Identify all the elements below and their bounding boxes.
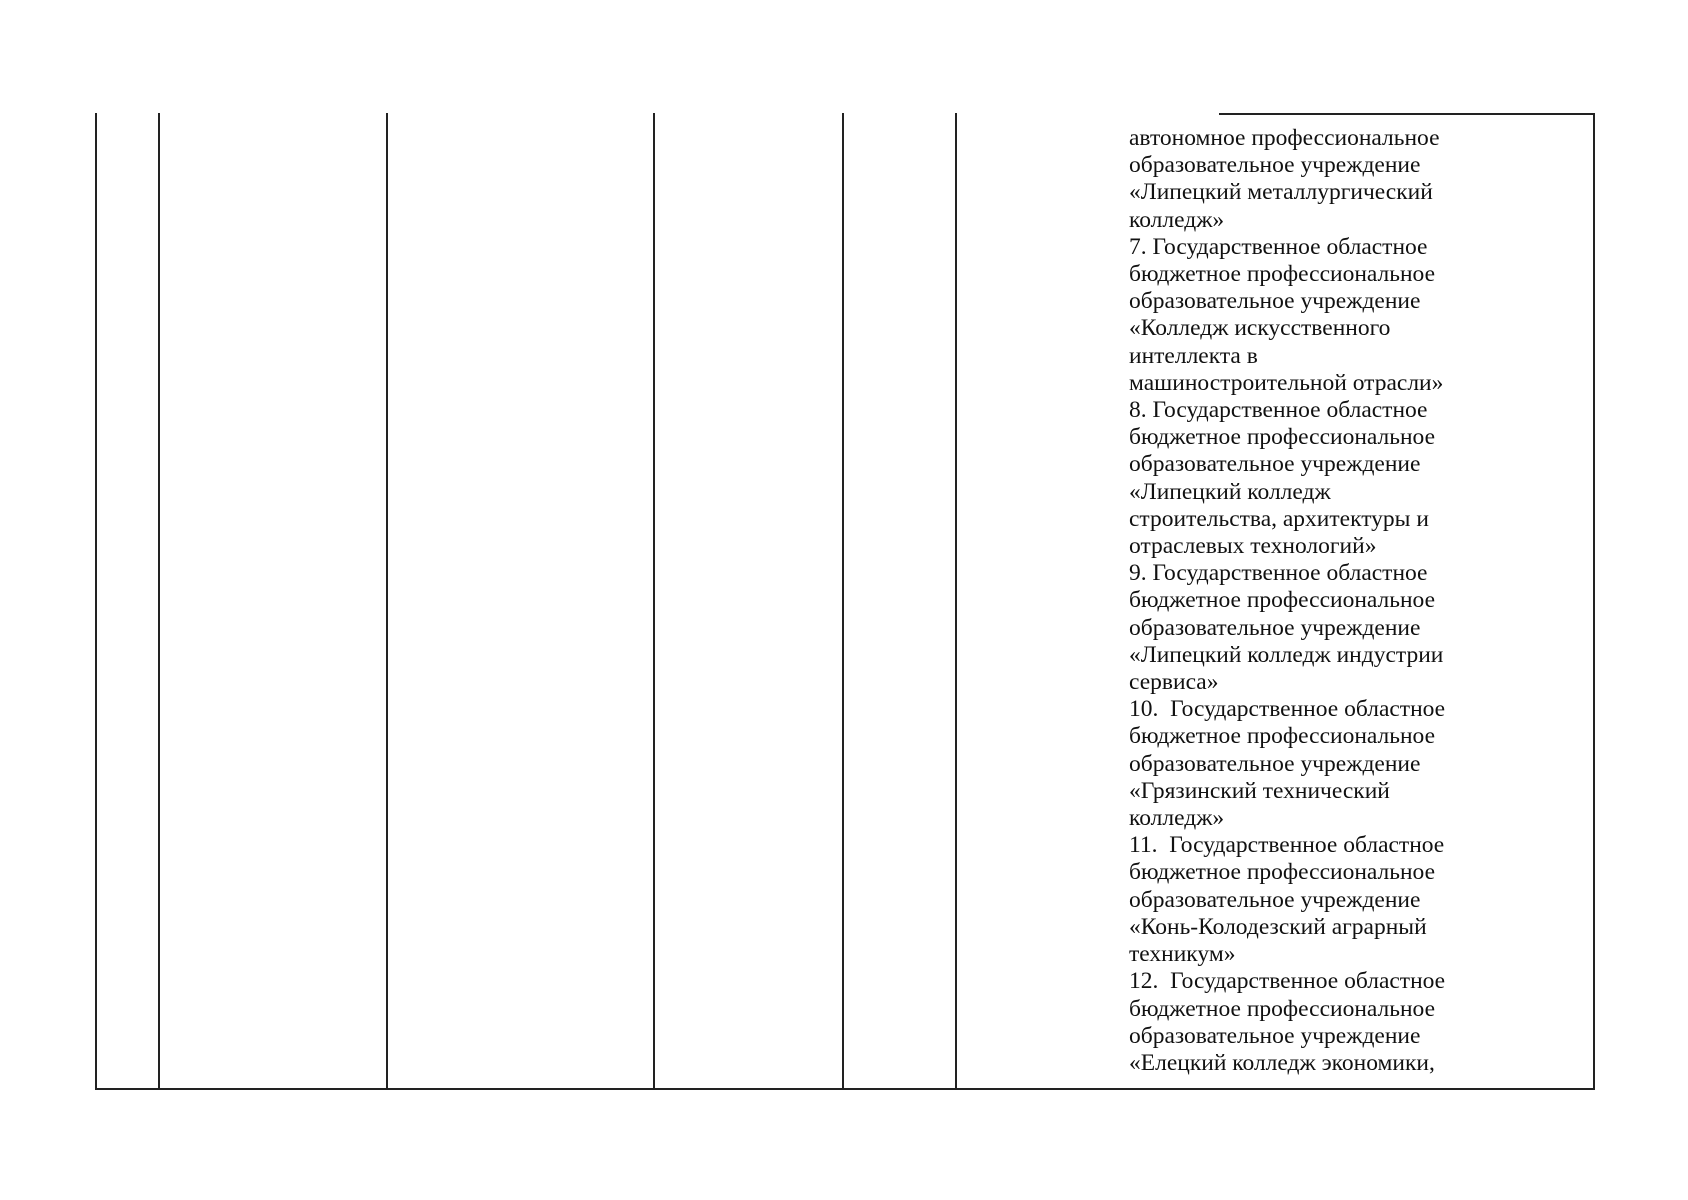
column-border-3 — [386, 113, 388, 1089]
column-border-6 — [955, 113, 957, 1089]
column-border-2 — [158, 113, 160, 1089]
last-column-text: автономное профессиональное образовательное учреждение «Липецкий металлургический колледж» 7. Государственное областное бюджетное профессиональное образовательное учреждение «Колледж искусственного интеллекта в машиностроительной отрасли» 8. Государственное областное бюджетное профессиональное образовательное учреждение «Липецкий колледж строительства, архитектуры и отраслевых технологий» 9. Государственное областное бюджетное профессиональное образовательное учреждение «Липецкий колледж индустрии сервиса» 10. Государственное областное бюджетное профессиональное образовательное учреждение «Грязинский технический колледж» 11. Государственное областное бюджетное профессиональное образовательное учреждение «Конь-Колодезский аграрный техникум» 12. Государственное областное бюджетное профессиональное образовательное учреждение «Елецкий колледж экономики, — [1129, 125, 1446, 1076]
column-border-4 — [653, 113, 655, 1089]
column-border-5 — [842, 113, 844, 1089]
column-border-1 — [95, 113, 97, 1089]
